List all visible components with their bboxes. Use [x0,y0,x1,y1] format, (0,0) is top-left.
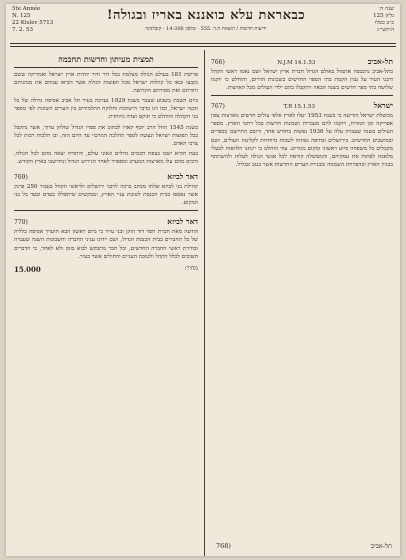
issue-info-right: שנה ה׳ גליון 125 כ״ב כסלו ה׳תשי״ג [373,6,394,33]
news-item-text: קהילת בני לביזא שלחו מכתב ברכה לרבני ירושלים ולראשי הקהל בעבור 250 פרנק אשר נאספו בבית הכנסת לטובת עניי הארץ, ומבקשים שיתפללו בעדם ובעד כל בני המקום. [14,184,198,207]
next-item-place: תל-אביב [370,542,392,550]
price-label: מחיר: [184,264,198,272]
news-item-header [211,57,393,66]
news-item-number: (770 [14,219,28,227]
masthead [6,4,400,44]
newspaper-subtitle: ידיעות חדשות / הוצאת ח.ד. 555 · טלפון 14-206 · קזבלנקה [145,26,267,32]
column-divider [204,50,205,556]
price-line [14,265,198,274]
section-title: תמצית מעיתון וחדשות תחכמה [58,54,154,64]
newspaper-page [6,4,400,556]
news-item-number: (767 [211,103,225,111]
left-column [14,52,198,552]
price-value: 15.000 [14,264,41,274]
right-column [211,52,393,552]
masthead-rule [10,43,396,44]
next-item-number: (768 [216,542,231,550]
news-item-text: בתל-אביב נתכנסה אתמול באולם הגדול חברת ארץ ישראל ושם נאמו ראשי הקהל ורבני העיר על ענין הקמת בתי הספר החדשים בשכונות הדרום, והוחלט כי יוקמו שלושה בתי ספר חדשים בשנה הבאה ויתקבלו בהם ילדי העולים מכל הארצות. [211,69,393,92]
news-item-number: (766 [211,59,225,66]
news-item-number: (769 [14,174,28,182]
news-item-text: ממשלת ישראל הודיעה כי בשנת 1953 יעלו לארץ אלפי עולים חדשים מארצות צפון אפריקה ומן המזרח, ויוקמו להם מעברות ושכונות חדשות בכל רחבי הארץ. מספר העולים בשנה שעברה עלה על 1936 נפשות בחודש אחד, ורובם התיישבו בכפרים ובמושבים החדשים. בירושלים ובחיפה נפתחו לשכות מיוחדות לקליטת העולים, ושם מקבלים כל משפחה סיוע ראשוני ומקום מגורים. עוד הוחלט כי יינתנו הלוואות לבעלי מלאכה לפתוח את עסקיהם, והממשלה קוראת לכל אנשי הגולה לעלות ולהשתתף בבניין הארץ ובהפרחת השממה ובבניית הערים החדשות אשר בנגב ובגליל. [211,113,393,168]
news-item-date: T.R 15.1.53 [283,104,315,111]
intro-paragraph: פריסת 181 בעולם הגולה מצלמת בכל דור ודור יהדות ארץ ישראל ואמריקה ששם נקבצו ובאו כל קהלות ישראל מכל תפוצות הגולה אשר הביאו עמהם את מנהגיהם ותורתם ואת מסורתם הקדושה. [14,72,198,95]
news-item-title: דאר לביזא [167,172,198,182]
news-item-place: תל-אביב [367,57,393,66]
newspaper-title: כבאראת עלא כואננא באריז ובגולה! [106,8,306,23]
item-rule [211,95,393,96]
news-item-title: דאר לביזא [167,217,198,227]
item-rule [14,210,198,211]
intro-paragraph: בעת ההיא ישבו בצפת חכמים גדולים וגאוני עולם, והתורה יצאה מהם לכל הגולה, ורבים מהם עלו מארצות המערב ומספרד לאחר הגירוש הגדול ונתיישבו בארץ הקודש. [14,150,198,165]
intro-paragraph: בשנת 1545 החל הרב יוסף קארו לכתוב את ספרו הגדול שולחן ערוך, אשר נתקבל בכל תפוצות ישראל ונעשה לספר ההלכה המרכזי עד היום הזה, ובו הלכות רבות לכל צרכי האדם. [14,124,198,147]
news-item-text: הודעה מאת חברת חסד דוד הזקן ובני עירו כי ביום ראשון הבא תיערך אסיפה כללית של כל החברים בבית הכנסת הגדול, ושם יידונו עניני החברה וחשבונות השנה שעברה ובחירת ראשי החברה החדשים, וכל חבר מתבקש לבוא בזמן ולא לאחר, כי הדברים חשובים לכלל הקהל ולטובת העניים והחולים אשר בעיר. [14,229,198,260]
news-item-date: N.J.M 14.1.53 [277,60,316,66]
issue-info-left: 5te Année N. 125 22 Kislev 5713 7. 2. 53 [12,6,54,33]
masthead-rule-thin [10,46,396,47]
news-item-header [14,172,198,181]
news-item-place: ישראל [373,101,393,111]
news-item-header [14,217,198,226]
news-item-header [211,101,393,110]
section-rule [14,67,198,68]
intro-paragraph: ביום השבת בשבוע שעבר בשנת 1929 נערכה בעיר תל אביב אסיפה גדולה של כל חכמי ישראל, ובה דנו בדבר הישיבות וחלוקת התלמידים בין הערים השונות לפי מספר בני הקהלה והוחלט כי תוקם ועדה מיוחדת. [14,98,198,121]
next-item-header [216,542,392,550]
